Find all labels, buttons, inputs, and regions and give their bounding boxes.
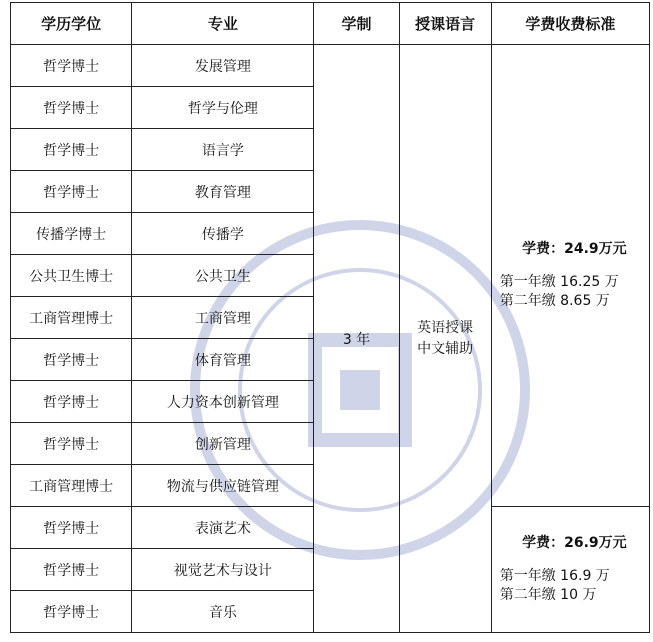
header-fee: 学费收费标准 [491,3,649,45]
fee-total: 学费：24.9万元 [522,241,627,257]
degree-cell: 哲学博士 [11,171,132,213]
fee-year-1: 第一年缴 16.25 万 [499,274,619,290]
fee-total: 学费：26.9万元 [522,535,627,551]
fee-cell-2 [491,507,649,633]
header-degree: 学历学位 [11,3,132,45]
degree-cell: 哲学博士 [11,87,132,129]
major-cell: 创新管理 [132,423,314,465]
table-row [11,45,650,87]
duration-cell: 3 年 [314,45,399,633]
major-cell: 表演艺术 [132,507,314,549]
major-cell: 教育管理 [132,171,314,213]
degree-cell: 哲学博士 [11,129,132,171]
degree-cell: 公共卫生博士 [11,255,132,297]
header-duration: 学制 [314,3,399,45]
degree-cell: 哲学博士 [11,591,132,633]
major-cell: 公共卫生 [132,255,314,297]
degree-cell: 哲学博士 [11,381,132,423]
fee-year-1: 第一年缴 16.9 万 [499,568,610,584]
major-cell: 视觉艺术与设计 [132,549,314,591]
header-language: 授课语言 [399,3,491,45]
tuition-table [10,2,650,633]
degree-cell: 工商管理博士 [11,297,132,339]
fee-year-2: 第二年缴 8.65 万 [499,293,610,309]
degree-cell: 哲学博士 [11,549,132,591]
degree-cell: 哲学博士 [11,45,132,87]
degree-cell: 传播学博士 [11,213,132,255]
major-cell: 音乐 [132,591,314,633]
major-cell: 语言学 [132,129,314,171]
major-cell: 物流与供应链管理 [132,465,314,507]
major-cell: 工商管理 [132,297,314,339]
fee-year-2: 第二年缴 10 万 [499,587,597,603]
header-row [11,3,650,45]
degree-cell: 哲学博士 [11,507,132,549]
major-cell: 哲学与伦理 [132,87,314,129]
degree-cell: 哲学博士 [11,423,132,465]
language-secondary: 中文辅助 [417,340,474,357]
language-primary: 英语授课 [417,319,474,336]
language-cell [399,45,491,633]
degree-cell: 工商管理博士 [11,465,132,507]
header-major: 专业 [132,3,314,45]
major-cell: 体育管理 [132,339,314,381]
major-cell: 人力资本创新管理 [132,381,314,423]
major-cell: 发展管理 [132,45,314,87]
degree-cell: 哲学博士 [11,339,132,381]
fee-cell-1 [491,45,649,507]
major-cell: 传播学 [132,213,314,255]
